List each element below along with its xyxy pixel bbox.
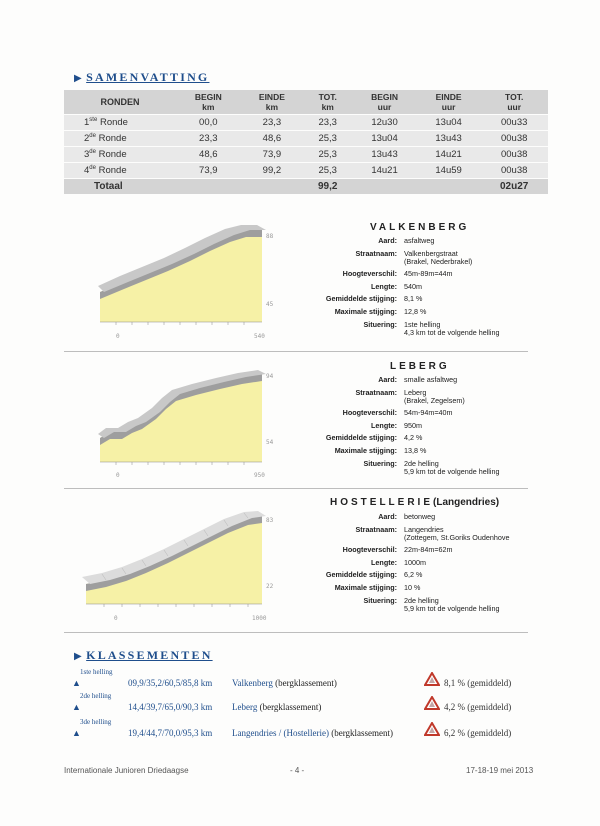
- field-value: 12,8 %: [404, 307, 427, 316]
- climb-info: [277, 375, 577, 487]
- climb-title: LEBERG: [390, 361, 450, 372]
- field-value: 22m-84m=62m: [404, 545, 453, 554]
- field-value: 5,9 km tot de volgende helling: [404, 604, 500, 613]
- field-key: Situering:: [363, 459, 397, 468]
- begin-km: 23,3: [176, 131, 241, 147]
- einde-uur: 14u21: [417, 147, 481, 163]
- field-value: 45m-89m=44m: [404, 269, 453, 278]
- profile-start-label: 0: [116, 472, 120, 479]
- einde-km: 99,2: [241, 163, 304, 179]
- footer-right: 17-18-19 mei 2013: [466, 766, 534, 775]
- field-key: Gemiddelde stijging:: [325, 433, 397, 442]
- field-value: (Brakel, Nederbrakel): [404, 257, 473, 266]
- field-value: betonweg: [404, 512, 436, 521]
- klassementen-title: KLASSEMENTEN: [86, 648, 213, 662]
- begin-uur: 14u21: [352, 163, 417, 179]
- einde-uur: 13u04: [417, 115, 481, 131]
- leberg-profile: [96, 364, 286, 482]
- summary-table: [64, 90, 548, 194]
- warning-sign-icon: [424, 672, 440, 686]
- summary-section: [74, 68, 209, 86]
- field-key: Gemiddelde stijging:: [325, 294, 397, 303]
- km-values: 19,4/44,7/70,0/95,3 km: [128, 728, 213, 738]
- tot-uur: 00u38: [480, 147, 548, 163]
- field-value: 10 %: [404, 583, 421, 592]
- list-item: [72, 692, 532, 718]
- field-key: Aard:: [378, 375, 397, 384]
- begin-km: 48,6: [176, 147, 241, 163]
- profile-top-label: 94: [266, 373, 274, 380]
- field-value: 4,2 %: [404, 433, 423, 442]
- einde-km: 73,9: [241, 147, 304, 163]
- climb-name: Leberg (bergklassement): [232, 702, 322, 712]
- field-value: 540m: [404, 282, 422, 291]
- begin-uur: 12u30: [352, 115, 417, 131]
- field-key: Lengte:: [371, 558, 397, 567]
- profile-end-label: 1000: [252, 615, 267, 622]
- profile-low-label: 22: [266, 583, 274, 590]
- field-key: Gemiddelde stijging:: [325, 570, 397, 579]
- header-tot-uur: TOT. uur: [480, 90, 548, 115]
- summary-title: SAMENVATTING: [86, 70, 210, 84]
- climb-name: Langendries / (Hostellerie) (bergklassement): [232, 728, 394, 738]
- field-value: 2de helling: [404, 596, 439, 605]
- begin-uur: 13u04: [352, 131, 417, 147]
- table-row: [64, 163, 548, 179]
- tot-uur: 00u33: [480, 115, 548, 131]
- field-key: Maximale stijging:: [334, 583, 397, 592]
- field-value: 1ste helling: [404, 320, 441, 329]
- round-label: 4de Ronde: [64, 163, 176, 179]
- warning-sign-icon: [424, 722, 440, 736]
- km-values: 09,9/35,2/60,5/85,8 km: [128, 678, 213, 688]
- field-value: 950m: [404, 421, 422, 430]
- total-label: Totaal: [64, 179, 176, 195]
- climb-title: [330, 497, 499, 508]
- tot-km: 25,3: [303, 131, 352, 147]
- field-value: 5,9 km tot de volgende helling: [404, 467, 500, 476]
- field-key: Lengte:: [371, 421, 397, 430]
- profile-low-label: 45: [266, 301, 274, 308]
- tot-km: 25,3: [303, 147, 352, 163]
- field-value: Leberg: [404, 388, 427, 397]
- field-key: Straatnaam:: [355, 249, 397, 258]
- field-key: Maximale stijging:: [334, 307, 397, 316]
- triangle-up-icon: ▲: [72, 678, 81, 688]
- helling-label: 2de helling: [80, 692, 112, 700]
- footer-left: Internationale Junioren Driedaagse: [64, 766, 189, 775]
- triangle-bullet-icon: ▶: [74, 651, 82, 662]
- field-value: 54m-94m=40m: [404, 408, 453, 417]
- field-value: 1000m: [404, 558, 426, 567]
- helling-label: 3de helling: [80, 718, 112, 726]
- field-key: Situering:: [363, 320, 397, 329]
- table-row: [64, 115, 548, 131]
- field-value: asfaltweg: [404, 236, 435, 245]
- header-ronden: RONDEN: [64, 90, 176, 115]
- tot-uur: 00u38: [480, 131, 548, 147]
- valkenberg-profile: [96, 222, 286, 344]
- field-value: Langendries: [404, 525, 444, 534]
- tot-km: 25,3: [303, 163, 352, 179]
- climb-info: [277, 512, 577, 624]
- einde-km: 23,3: [241, 115, 304, 131]
- divider: [64, 351, 528, 352]
- climb-title: VALKENBERG: [370, 222, 470, 233]
- begin-km: 73,9: [176, 163, 241, 179]
- header-einde-uur: EINDE uur: [417, 90, 481, 115]
- header-begin-uur: BEGIN uur: [352, 90, 417, 115]
- field-key: Aard:: [378, 236, 397, 245]
- field-key: Straatnaam:: [355, 388, 397, 397]
- profile-end-label: 950: [254, 472, 265, 479]
- profile-top-label: 88: [266, 233, 274, 240]
- field-value: smalle asfaltweg: [404, 375, 458, 384]
- begin-uur: 13u43: [352, 147, 417, 163]
- helling-label: 1ste helling: [80, 668, 113, 676]
- list-item: [72, 668, 532, 694]
- climb-name: HOSTELLERIE: [330, 497, 434, 508]
- triangle-up-icon: ▲: [72, 728, 81, 738]
- field-key: Lengte:: [371, 282, 397, 291]
- begin-km: 00,0: [176, 115, 241, 131]
- total-row: [64, 179, 548, 195]
- field-key: Straatnaam:: [355, 525, 397, 534]
- field-value: 6,2 %: [404, 570, 423, 579]
- field-key: Situering:: [363, 596, 397, 605]
- climb-name: Valkenberg (bergklassement): [232, 678, 337, 688]
- tot-km: 23,3: [303, 115, 352, 131]
- divider: [64, 488, 528, 489]
- climb-info: [277, 236, 577, 348]
- einde-uur: 14u59: [417, 163, 481, 179]
- profile-start-label: 0: [116, 333, 120, 340]
- profile-low-label: 54: [266, 439, 274, 446]
- climb-name-suffix: (Langendries): [433, 497, 500, 508]
- gradient-percent: 8,1 % (gemiddeld): [444, 678, 512, 688]
- divider: [64, 632, 528, 633]
- profile-start-label: 0: [114, 615, 118, 622]
- round-label: 2de Ronde: [64, 131, 176, 147]
- klassementen-section: [74, 646, 213, 664]
- field-value: 2de helling: [404, 459, 439, 468]
- header-tot-km: TOT. km: [303, 90, 352, 115]
- field-key: Aard:: [378, 512, 397, 521]
- field-value: (Zottegem, St.Goriks Oudenhove: [404, 533, 510, 542]
- hostellerie-profile: [82, 506, 286, 626]
- field-key: Hoogteverschil:: [342, 408, 397, 417]
- einde-km: 48,6: [241, 131, 304, 147]
- header-einde-km: EINDE km: [241, 90, 304, 115]
- profile-end-label: 540: [254, 333, 265, 340]
- warning-sign-icon: [424, 696, 440, 710]
- list-item: [72, 718, 532, 744]
- field-value: 8,1 %: [404, 294, 423, 303]
- gradient-percent: 4,2 % (gemiddeld): [444, 702, 512, 712]
- field-key: Maximale stijging:: [334, 446, 397, 455]
- field-value: (Brakel, Zegelsem): [404, 396, 465, 405]
- triangle-bullet-icon: ▶: [74, 73, 82, 84]
- field-value: 4,3 km tot de volgende helling: [404, 328, 500, 337]
- round-label: 1ste Ronde: [64, 115, 176, 131]
- field-value: 13,8 %: [404, 446, 427, 455]
- table-row: [64, 147, 548, 163]
- total-km: 99,2: [303, 179, 352, 195]
- gradient-percent: 6,2 % (gemiddeld): [444, 728, 512, 738]
- km-values: 14,4/39,7/65,0/90,3 km: [128, 702, 213, 712]
- footer-page-number: - 4 -: [290, 766, 305, 775]
- field-value: Valkenbergstraat: [404, 249, 458, 258]
- tot-uur: 00u38: [480, 163, 548, 179]
- round-label: 3de Ronde: [64, 147, 176, 163]
- einde-uur: 13u43: [417, 131, 481, 147]
- summary-header-row: [64, 90, 548, 115]
- total-uur: 02u27: [480, 179, 548, 195]
- field-key: Hoogteverschil:: [342, 269, 397, 278]
- field-key: Hoogteverschil:: [342, 545, 397, 554]
- profile-top-label: 83: [266, 517, 274, 524]
- table-row: [64, 131, 548, 147]
- header-begin-km: BEGIN km: [176, 90, 241, 115]
- triangle-up-icon: ▲: [72, 702, 81, 712]
